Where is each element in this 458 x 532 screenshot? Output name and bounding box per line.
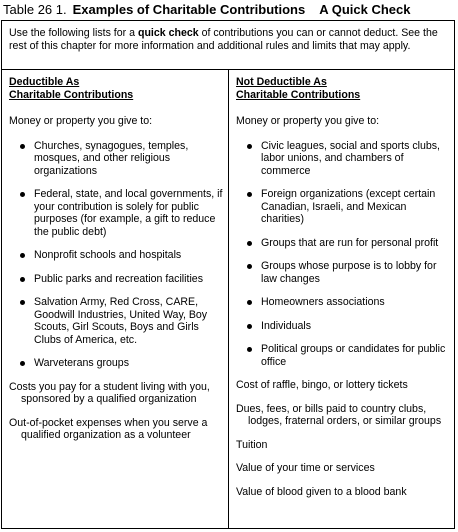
bullet-icon [247, 347, 252, 352]
not-deductible-other-item: Cost of raffle, bingo, or lottery tickets [236, 379, 408, 391]
bullet-icon [247, 241, 252, 246]
bullet-icon [247, 300, 252, 305]
intro-text-after: of contributions you can or cannot deduct. See the rest of this chapter for more information and additional rules and limits that may apply. [9, 27, 438, 52]
list-item-text: Nonprofit schools and hospitals [34, 249, 182, 261]
table-name: Examples of Charitable Contributions [72, 2, 306, 17]
deductible-other-item: Costs you pay for a student living with you, sponsored by a qualified organization [9, 380, 210, 405]
bullet-icon [247, 324, 252, 329]
not-deductible-other-item: Dues, fees, or bills paid to country clubs, lodges, fraternal orders, or similar groups [236, 402, 442, 427]
not-deductible-heading-line1: Not Deductible As [236, 76, 327, 88]
list-item-text: Public parks and recreation facilities [34, 272, 203, 285]
not-deductible-bullet-list [236, 140, 450, 369]
intro-emphasis: quick check [137, 27, 199, 39]
list-item [236, 296, 450, 309]
deductible-heading-line1: Deductible As [9, 76, 80, 88]
list-item [236, 140, 450, 178]
table-title [3, 1, 455, 18]
bullet-icon [247, 264, 252, 269]
bullet-icon [247, 192, 252, 197]
bullet-icon [20, 361, 25, 366]
list-item-text: Political groups or candidates for public office [261, 343, 446, 368]
bullet-icon [20, 192, 25, 197]
bullet-icon [20, 144, 25, 149]
list-item-text: Foreign organizations (except certain Canadian, Israeli, and Mexican charities) [261, 188, 436, 225]
deductible-heading [9, 76, 223, 101]
bullet-icon [20, 277, 25, 282]
not-deductible-column [236, 76, 450, 509]
bullet-icon [20, 253, 25, 258]
list-item-text: Churches, synagogues, temples, mosques, and other religious organizations [34, 139, 189, 177]
intro-paragraph [9, 27, 449, 53]
list-item-text: Homeowners associations [261, 296, 385, 308]
list-item [236, 237, 450, 250]
list-item [9, 273, 223, 286]
deductible-column [9, 76, 223, 453]
list-item [9, 188, 223, 238]
list-item [9, 249, 223, 262]
deductible-bullet-list [9, 140, 223, 370]
table-number: Table 26 1. [3, 2, 67, 17]
not-deductible-other-item: Value of your time or services [236, 462, 375, 474]
list-item [236, 320, 450, 333]
list-item-text: Individuals [261, 319, 312, 332]
deductible-other-item: Out-of-pocket expenses when you serve a qualified organization as a volunteer [9, 416, 208, 441]
deductible-heading-line2: Charitable Contributions [9, 88, 134, 101]
deductible-lead: Money or property you give to: [9, 115, 153, 127]
bullet-icon [20, 300, 25, 305]
intro-text-before: Use the following lists for a [9, 27, 136, 39]
list-item-text: Warveterans groups [34, 357, 129, 369]
not-deductible-heading [236, 76, 450, 101]
list-item [236, 260, 450, 285]
column-divider [228, 69, 229, 529]
not-deductible-other-item: Tuition [236, 438, 268, 451]
list-item-text: Groups whose purpose is to lobby for law changes [261, 260, 437, 285]
list-item [9, 296, 223, 346]
not-deductible-lead: Money or property you give to: [236, 115, 380, 127]
list-item-text: Federal, state, and local governments, if your contribution is solely for public purposes (for example, a gift to reduce the public debt) [34, 188, 223, 238]
list-item-text: Salvation Army, Red Cross, CARE, Goodwill Industries, United Way, Boy Scouts, Girl Scouts, Boys and Girls Clubs of America, etc. [34, 296, 208, 346]
table-subtitle: A Quick Check [319, 2, 411, 17]
bullet-icon [247, 144, 252, 149]
list-item [9, 357, 223, 370]
list-item [236, 188, 450, 226]
list-item-text: Civic leagues, social and sports clubs, labor unions, and chambers of commerce [261, 139, 441, 177]
list-item [236, 343, 450, 368]
not-deductible-other-item: Value of blood given to a blood bank [236, 485, 407, 498]
list-item [9, 140, 223, 178]
list-item-text: Groups that are run for personal profit [261, 236, 439, 249]
not-deductible-heading-line2: Charitable Contributions [236, 88, 361, 101]
